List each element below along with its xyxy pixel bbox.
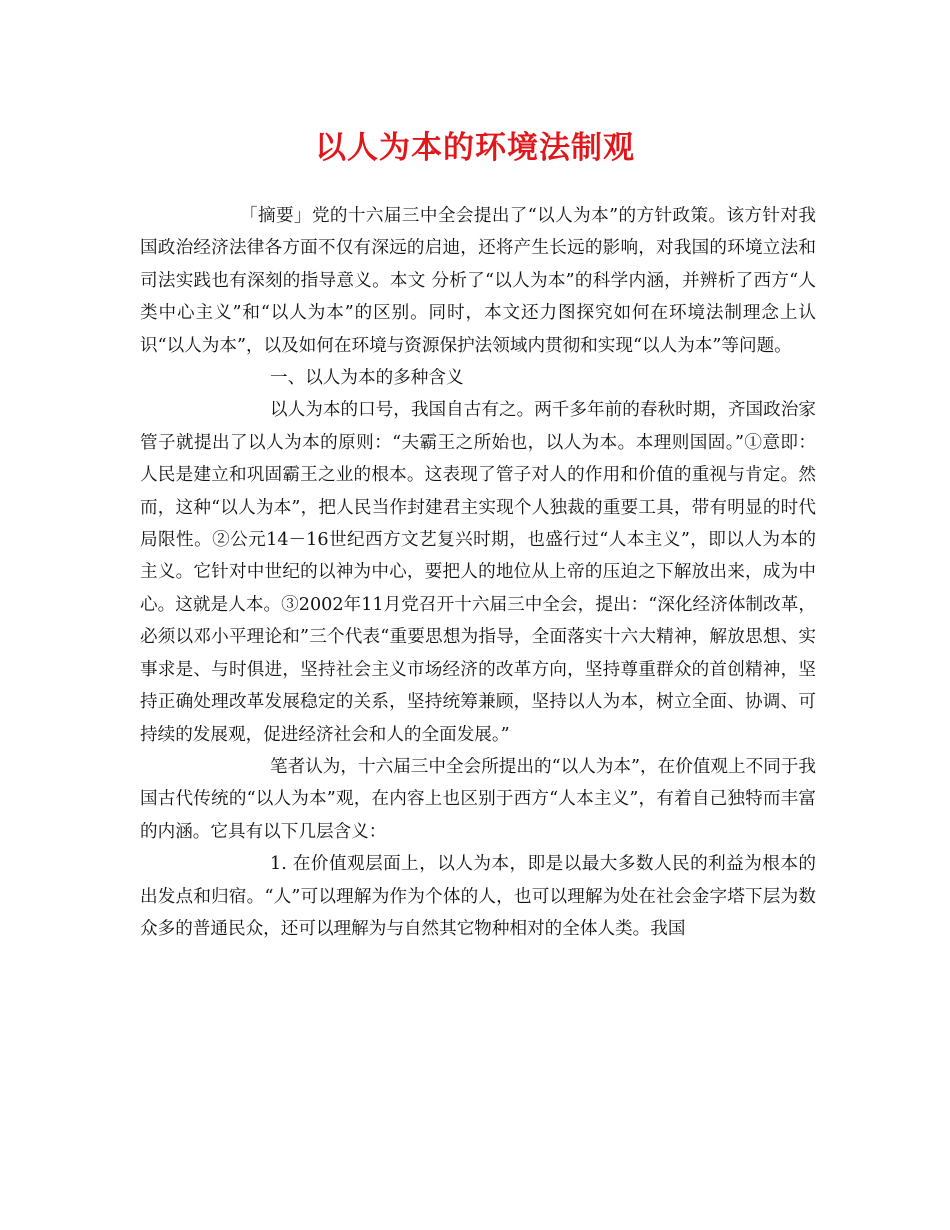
body-paragraph-3: 1. 在价值观层面上，以人为本，即是以最大多数人民的利益为根本的出发点和归宿。“人”可以理解为作为个体的人，也可以理解为处在社会金字塔下层为数众多的普通民众，还可以理解为与自然其它物种相对的全体人类。我国 bbox=[140, 854, 816, 939]
body-paragraph-2: 笔者认为，十六届三中全会所提出的“以人为本”，在价值观上不同于我国古代传统的“以人为本”观，在内容上也区别于西方“人本主义”，有着自己独特而丰富的内涵。它具有以下几层含义： bbox=[140, 756, 816, 842]
section-heading: 一、以人为本的多种含义 bbox=[270, 368, 464, 389]
body-paragraph-1: 以人为本的口号，我国自古有之。两千多年前的春秋时期，齐国政治家管子就提出了以人为本的原则：“夫霸王之所始也，以人为本。本理则国固。”①意即：人民是建立和巩固霸王之业的根本。这表现了管子对人的作用和价值的重视与肯定。然而，这种“以人为本”，把人民当作封建君主实现个人独裁的重要工具，带有明显的时代局限性。②公元14－16世纪西方文艺复兴时期，也盛行过“人本主义”，即以人为本的主义。它针对中世纪的以神为中心，要把人的地位从上帝的压迫之下解放出来，成为中心。这就是人本。③2002年11月党召开十六届三中全会，提出：“深化经济体制改革，必须以邓小平理论和”三个代表“重要思想为指导，全面落实十六大精神，解放思想、实事求是、与时俱进，坚持社会主义市场经济的改革方向，坚持尊重群众的首创精神，坚持正确处理改革发展稳定的关系，坚持统筹兼顾，坚持以人为本，树立全面、协调、可持续的发展观，促进经济社会和人的全面发展。” bbox=[140, 400, 816, 745]
document-body bbox=[140, 200, 816, 945]
document-title: 以人为本的环境法制观 bbox=[315, 130, 635, 166]
abstract-paragraph: 「摘要」党的十六届三中全会提出了“以人为本”的方针政策。该方针对我国政治经济法律各方面不仅有深远的启迪，还将产生长远的影响，对我国的环境立法和司法实践也有深刻的指导意义。本文 分析了“以人为本”的科学内涵，并辨析了西方“人类中心主义”和“以人为本”的区别。同时，本文还力图探究如何在环境法制理念上认识“以人为本”，以及如何在环境与资源保护法领域内贯彻和实现“以人为本”等问题。 bbox=[140, 206, 816, 356]
